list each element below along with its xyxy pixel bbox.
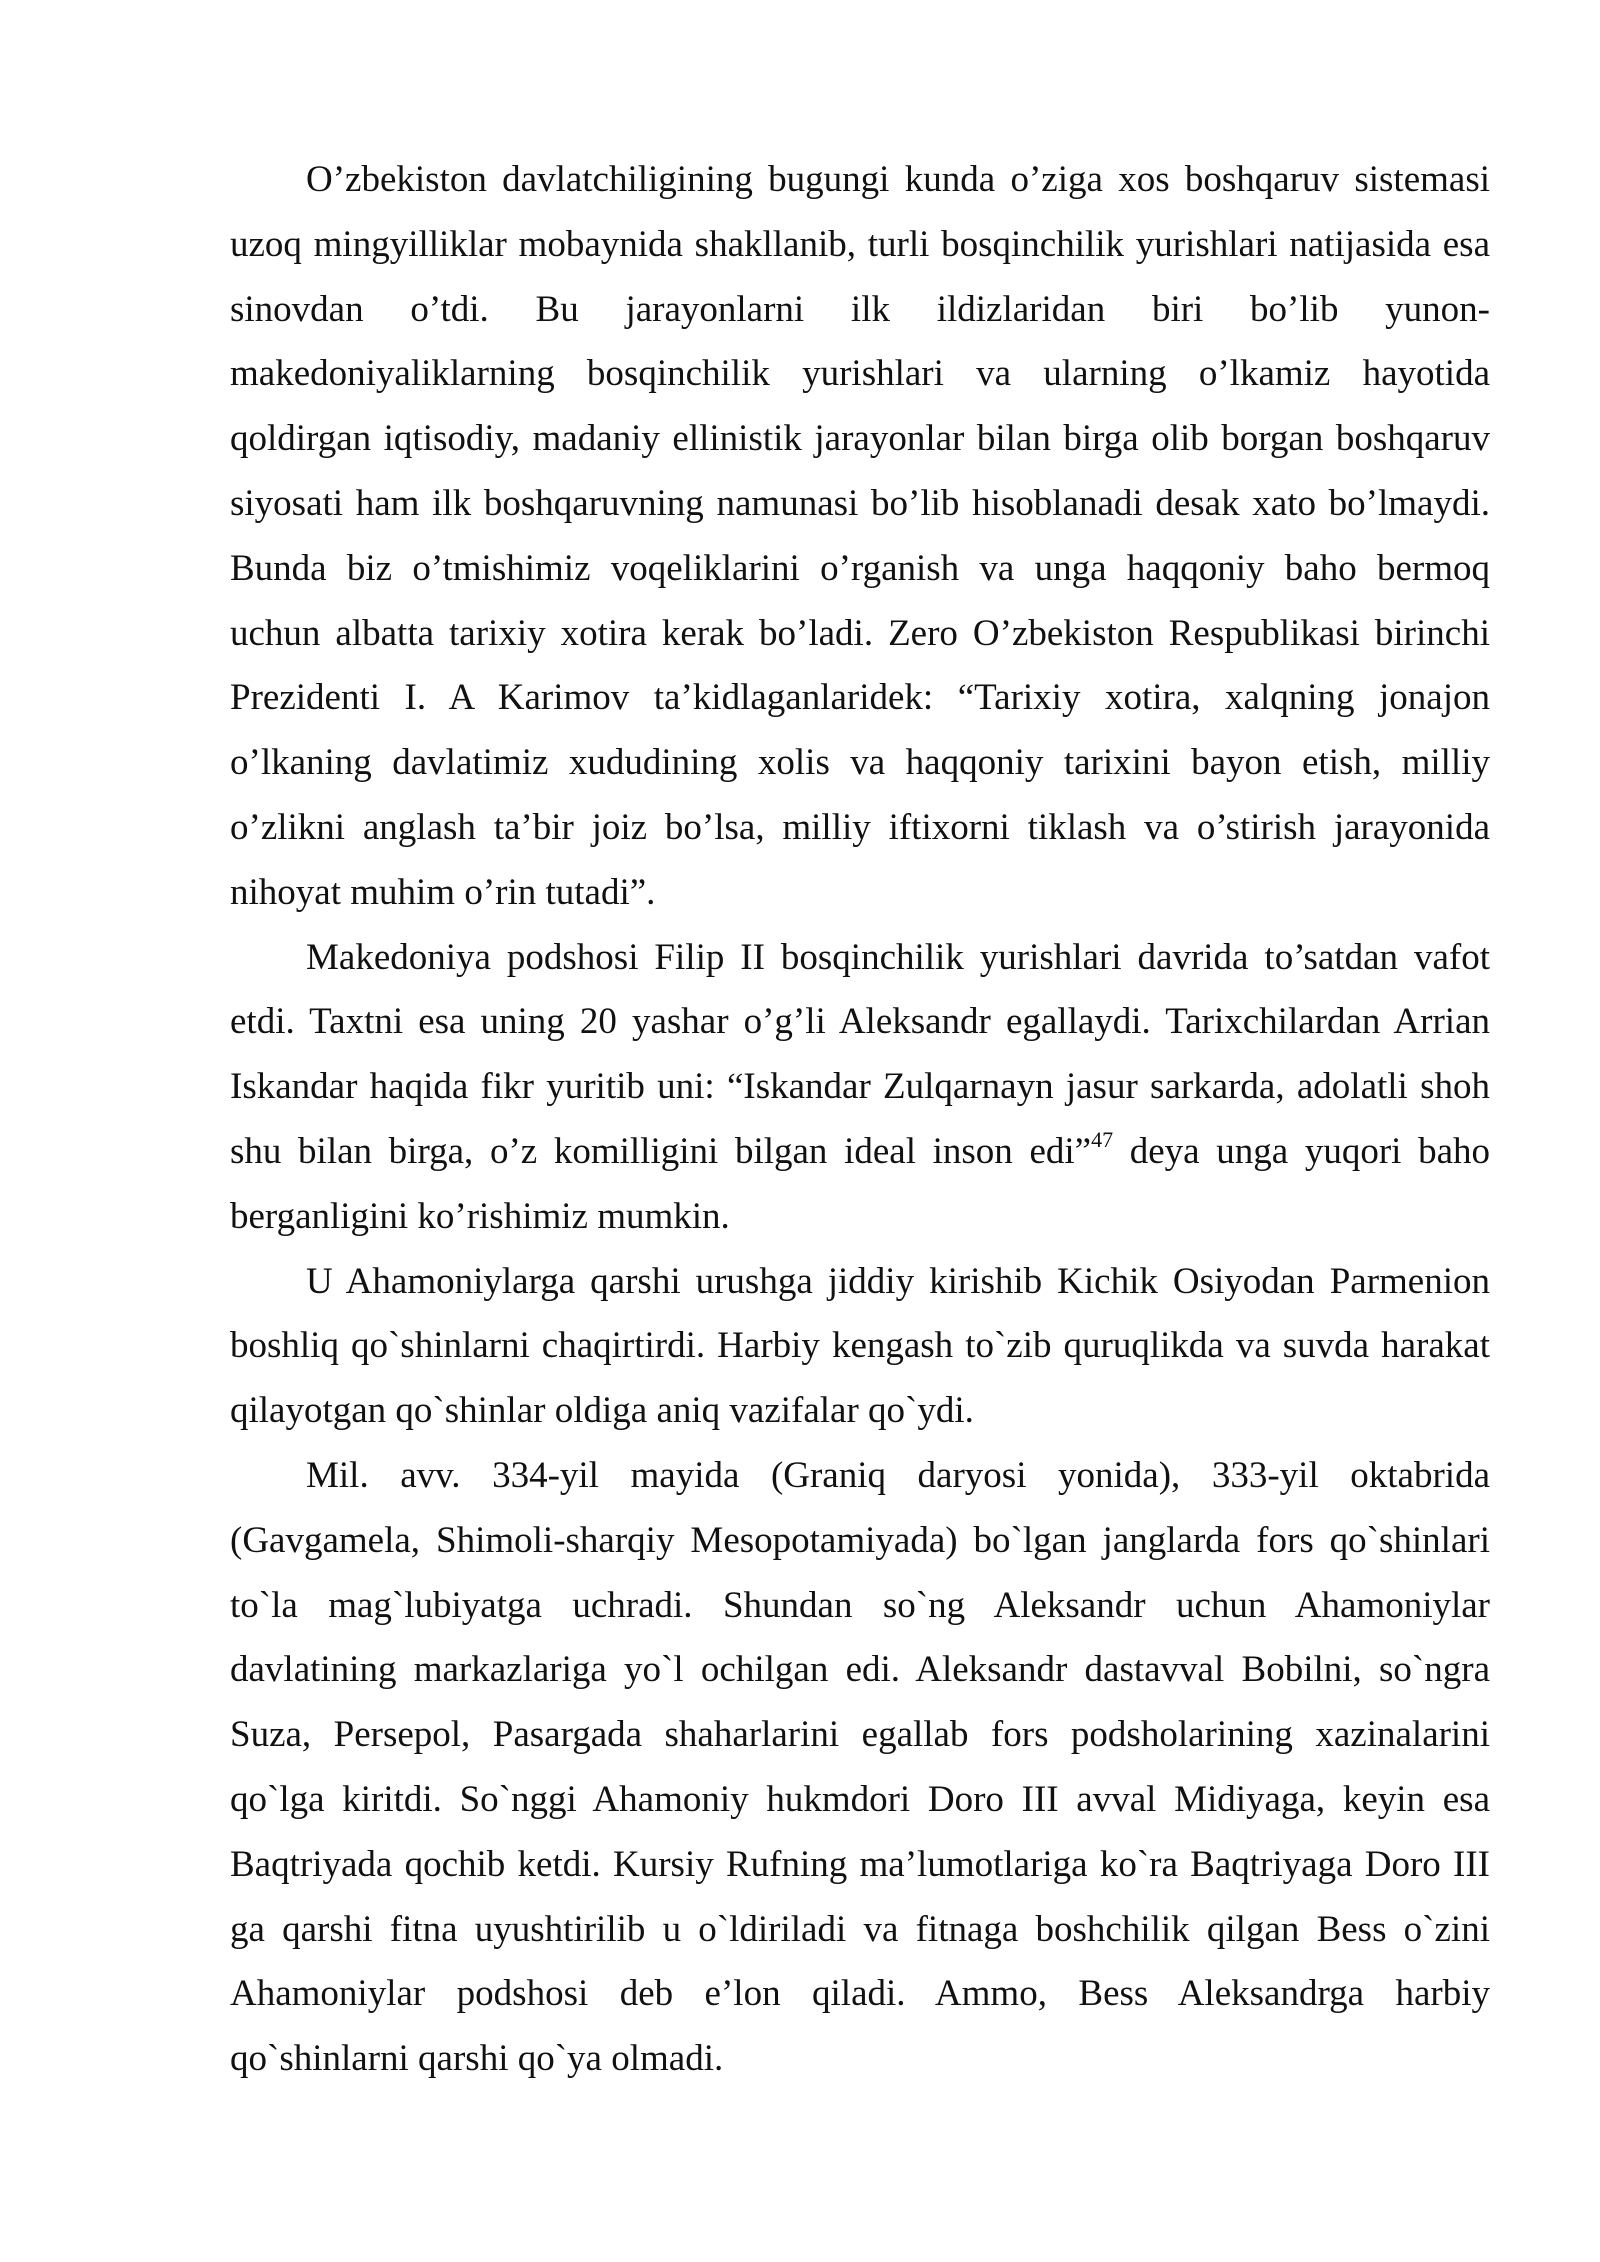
paragraph-text: Makedoniya podshosi Filip II bosqinchilik yurishlari davrida to’satdan vafot etdi. Taxtni esa uning 20 yashar o’g’li Aleksandr egallaydi. Tarixchilardan Arrian Iskandar haqida fikr yuritib uni: “Iskandar Zulqarnayn jasur sarkarda, adolatli shoh shu bilan birga, o’z komilligini bilgan ideal inson edi” bbox=[230, 936, 1490, 1172]
paragraph bbox=[230, 926, 1490, 1250]
paragraph-text: deya unga yuqori baho berganligini ko’rishimiz mumkin. bbox=[230, 1130, 1490, 1237]
paragraph: Mil. avv. 334-yil mayida (Graniq daryosi yonida), 333-yil oktabrida (Gavgamela, Shimoli-sharqiy Mesopotamiyada) bo`lgan janglarda fors qo`shinlari to`la mag`lubiyatga uchradi. Shundan so`ng Aleksandr uchun Ahamoniylar davlatining markazlariga yo`l ochilgan edi. Aleksandr dastavval Bobilni, so`ngra Suza, Persepol, Pasargada shaharlarini egallab fors podsholarining xazinalarini qo`lga kiritdi. So`nggi Ahamoniy hukmdori Doro III avval Midiyaga, keyin esa Baqtriyada qochib ketdi. Kursiy Rufning ma’lumotlariga ko`ra Baqtriyaga Doro III ga qarshi fitna uyushtirilib u o`ldiriladi va fitnaga boshchilik qilgan Bess o`zini Ahamoniylar podshosi deb e’lon qiladi. Ammo, Bess Aleksandrga harbiy qo`shinlarni qarshi qo`ya olmadi. bbox=[230, 1454, 1490, 2080]
paragraph: O’zbekiston davlatchiligining bugungi kunda o’ziga xos boshqaruv sistemasi uzoq mingyilliklar mobaynida shakllanib, turli bosqinchilik yurishlari natijasida esa sinovdan o’tdi. Bu jarayonlarni ilk ildizlaridan biri bo’lib yunon-makedoniyaliklarning bosqinchilik yurishlari va ularning o’lkamiz hayotida qoldirgan iqtisodiy, madaniy ellinistik jarayonlar bilan birga olib borgan boshqaruv siyosati ham ilk boshqaruvning namunasi bo’lib hisoblanadi desak xato bo’lmaydi. Bunda biz o’tmishimiz voqeliklarini o’rganish va unga haqqoniy baho bermoq uchun albatta tarixiy xotira kerak bo’ladi. Zero O’zbekiston Respublikasi birinchi Prezidenti I. A Karimov ta’kidlaganlaridek: “Tarixiy xotira, xalqning jonajon o’lkaning davlatimiz xududining xolis va haqqoniy tarixini bayon etish, milliy o’zlikni anglash ta’bir joiz bo’lsa, milliy iftixorni tiklash va o’stirish jarayonida nihoyat muhim o’rin tutadi”. bbox=[230, 159, 1490, 913]
document-page bbox=[230, 148, 1490, 2092]
paragraph: U Ahamoniylarga qarshi urushga jiddiy kirishib Kichik Osiyodan Parmenion boshliq qo`shinlarni chaqirtirdi. Harbiy kengash to`zib quruqlikda va suvda harakat qilayotgan qo`shinlar oldiga aniq vazifalar qo`ydi. bbox=[230, 1260, 1490, 1432]
footnote-marker: 47 bbox=[1091, 1126, 1114, 1152]
